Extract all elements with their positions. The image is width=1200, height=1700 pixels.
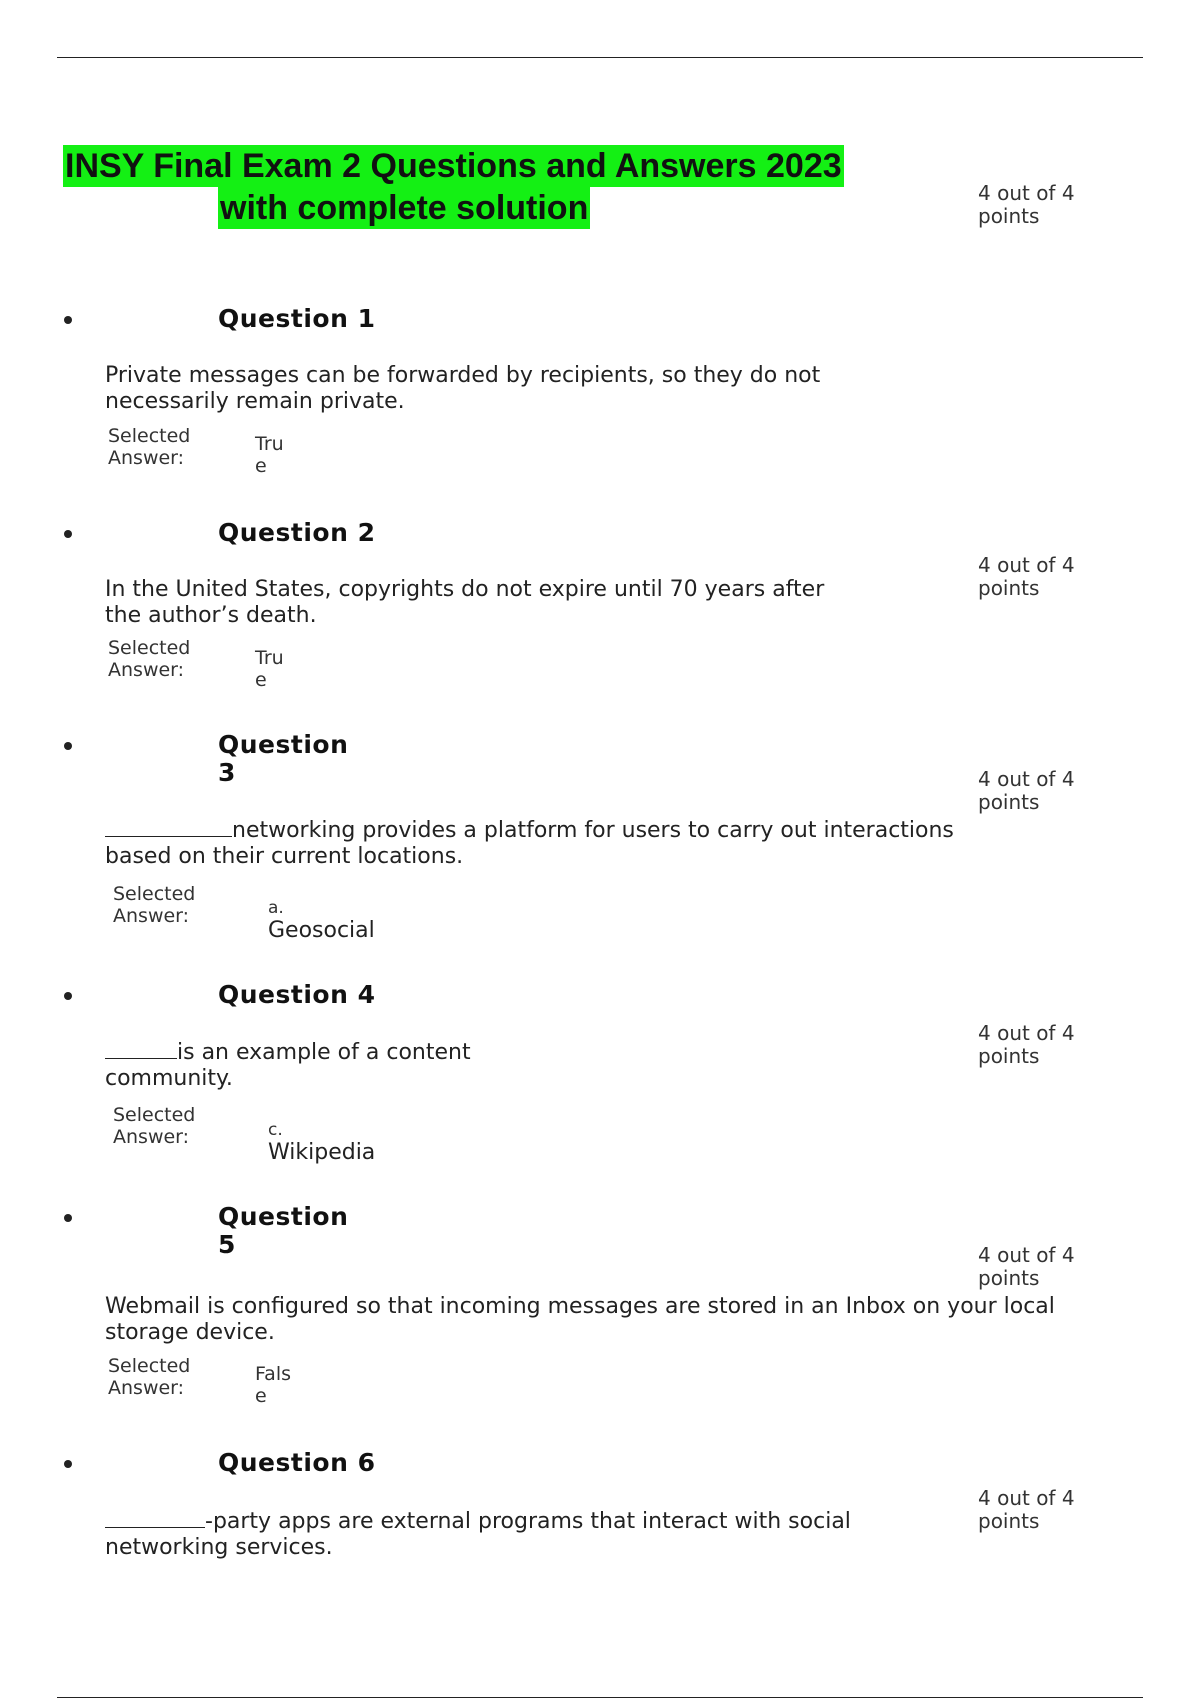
- question-1-selected-answer-label: Selected Answer:: [108, 425, 191, 469]
- question-4-text-part-2: community.: [105, 1066, 233, 1091]
- question-2-heading: Question 2: [218, 518, 376, 547]
- question-1-heading: Question 1: [218, 304, 376, 333]
- question-3-answer-letter: a.: [268, 898, 284, 918]
- question-1-text: Private messages can be forwarded by recipients, so they do not necessarily remain private.: [105, 363, 821, 414]
- question-4-points: 4 out of 4 points: [978, 1021, 1075, 1068]
- question-1-points: 4 out of 4 points: [978, 181, 1075, 228]
- question-4-text: [105, 1040, 525, 1092]
- question-4-answer-letter: c.: [268, 1120, 283, 1140]
- question-6-points: 4 out of 4 points: [978, 1486, 1075, 1533]
- bottom-rule: [57, 1697, 1143, 1698]
- question-4-selected-answer-label: Selected Answer:: [113, 1104, 196, 1148]
- bullet-icon: [64, 742, 72, 750]
- question-5-points: 4 out of 4 points: [978, 1243, 1075, 1290]
- question-3-text-content: networking provides a platform for users to carry out interactions based on their current locations.: [105, 818, 954, 869]
- question-4-answer: Wikipedia: [268, 1140, 376, 1165]
- question-3-points: 4 out of 4 points: [978, 767, 1075, 814]
- question-3-text: [105, 818, 985, 870]
- document-title-line-2: with complete solution: [220, 189, 589, 227]
- question-6-text-content: -party apps are external programs that interact with social networking services.: [105, 1509, 851, 1560]
- question-6-text: [105, 1509, 885, 1561]
- question-1-answer: True: [255, 433, 284, 477]
- fill-in-blank: [105, 818, 232, 837]
- question-5-heading: Question 5: [218, 1202, 349, 1259]
- fill-in-blank: [105, 1040, 177, 1059]
- question-5-selected-answer-label: Selected Answer:: [108, 1355, 191, 1399]
- question-2-selected-answer-label: Selected Answer:: [108, 637, 191, 681]
- question-2-answer: True: [255, 647, 284, 691]
- question-3-heading: Question 3: [218, 730, 349, 787]
- question-4-heading: Question 4: [218, 980, 376, 1009]
- question-6-heading: Question 6: [218, 1448, 376, 1477]
- question-2-points: 4 out of 4 points: [978, 553, 1075, 600]
- fill-in-blank: [105, 1509, 205, 1528]
- question-4-text-part-1: is an example of a content: [177, 1040, 471, 1065]
- question-3-selected-answer-label: Selected Answer:: [113, 883, 196, 927]
- question-5-answer: False: [255, 1363, 292, 1407]
- question-5-text: Webmail is configured so that incoming messages are stored in an Inbox on your local storage device.: [105, 1294, 1055, 1345]
- bullet-icon: [64, 530, 72, 538]
- bullet-icon: [64, 1214, 72, 1222]
- top-rule: [57, 57, 1143, 58]
- bullet-icon: [64, 992, 72, 1000]
- bullet-icon: [64, 316, 72, 324]
- question-3-answer: Geosocial: [268, 918, 375, 943]
- question-2-text: In the United States, copyrights do not expire until 70 years after the author’s death.: [105, 577, 825, 628]
- bullet-icon: [64, 1460, 72, 1468]
- document-title-line-1: INSY Final Exam 2 Questions and Answers 2023: [65, 147, 842, 185]
